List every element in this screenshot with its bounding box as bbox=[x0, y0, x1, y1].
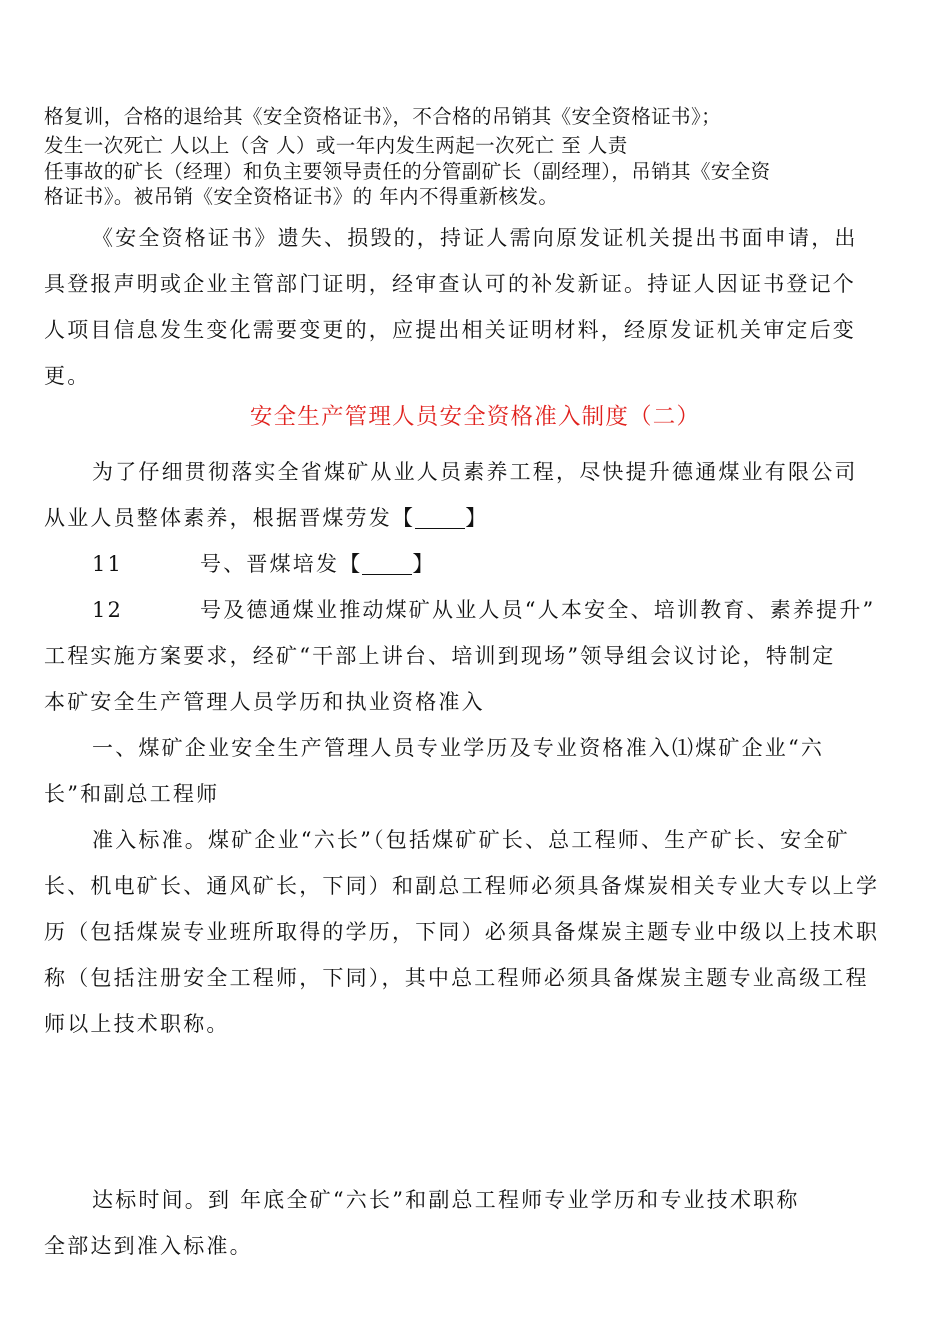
text-line: 工程实施方案要求，经矿“干部上讲台、培训到现场”领导组会议讨论，特制定 bbox=[44, 644, 836, 668]
document-number-line-11 bbox=[44, 541, 906, 587]
text-line: 格复训，合格的退给其《安全资格证书》，不合格的吊销其《安全资格证书》； bbox=[44, 105, 722, 128]
line-number: 11 bbox=[92, 552, 124, 576]
section-title: 安全生产管理人员安全资格准入制度（二） bbox=[249, 404, 701, 430]
text-line: 历（包括煤炭专业班所取得的学历，下同）必须具备煤炭主题专业中级以上技术职 bbox=[44, 920, 880, 944]
text-line: 更。 bbox=[44, 364, 91, 388]
section-heading-1 bbox=[44, 725, 906, 817]
text-line: 人项目信息发生变化需要变更的，应提出相关证明材料，经原发证机关审定后变 bbox=[44, 318, 856, 342]
text-line: 师以上技术职称。 bbox=[44, 1012, 230, 1036]
text-line: 从业人员整体素养，根据晋煤劳发【 bbox=[44, 506, 416, 530]
text-line: 号、晋煤培发【 bbox=[200, 552, 363, 576]
text-line: 任事故的矿长（经理）和负主要领导责任的分管副矿长（副经理），吊销其《安全资 bbox=[44, 160, 771, 183]
text-line: 一、煤矿企业安全生产管理人员专业学历及专业资格准入⑴煤矿企业“六 bbox=[92, 736, 825, 760]
text-line: 具登报声明或企业主管部门证明，经审查认可的补发新证。持证人因证书登记个 bbox=[44, 272, 856, 296]
bracket-close: 】 bbox=[465, 506, 489, 530]
paragraph-deadline bbox=[44, 1177, 906, 1269]
paragraph-intro bbox=[44, 449, 906, 541]
text-line: 称（包括注册安全工程师，下同），其中总工程师必须具备煤炭主题专业高级工程 bbox=[44, 966, 869, 990]
document-number-line-12 bbox=[44, 587, 906, 725]
text-line: 《安全资格证书》遗失、损毁的，持证人需向原发证机关提出书面申请，出 bbox=[92, 226, 858, 250]
bracket-close: 】 bbox=[412, 552, 436, 576]
text-line: 发生一次死亡 人以上（含 人）或一年内发生两起一次死亡 至 人责 bbox=[44, 134, 628, 157]
text-line: 长”和副总工程师 bbox=[44, 782, 220, 806]
text-line: 长、机电矿长、通风矿长，下同）和副总工程师必须具备煤炭相关专业大专以上学 bbox=[44, 874, 880, 898]
text-line: 达标时间。到 年底全矿“六长”和副总工程师专业学历和专业技术职称 bbox=[92, 1188, 800, 1212]
text-line: 准入标准。煤矿企业“六长”（包括煤矿矿长、总工程师、生产矿长、安全矿 bbox=[92, 828, 850, 852]
paragraph-admission-standard bbox=[44, 817, 906, 1047]
text-line: 号及德通煤业推动煤矿从业人员“人本安全、培训教育、素养提升” bbox=[200, 598, 876, 622]
blank-field bbox=[362, 555, 412, 575]
text-line: 格证书》。被吊销《安全资格证书》的 年内不得重新核发。 bbox=[44, 185, 559, 208]
text-line: 为了仔细贯彻落实全省煤矿从业人员素养工程，尽快提升德通煤业有限公司 bbox=[92, 460, 858, 484]
blank-field bbox=[415, 509, 465, 529]
paragraph-certificate-loss bbox=[44, 215, 906, 399]
text-line: 全部达到准入标准。 bbox=[44, 1234, 253, 1258]
line-number: 12 bbox=[92, 598, 124, 622]
text-line: 本矿安全生产管理人员学历和执业资格准入 bbox=[44, 690, 485, 714]
